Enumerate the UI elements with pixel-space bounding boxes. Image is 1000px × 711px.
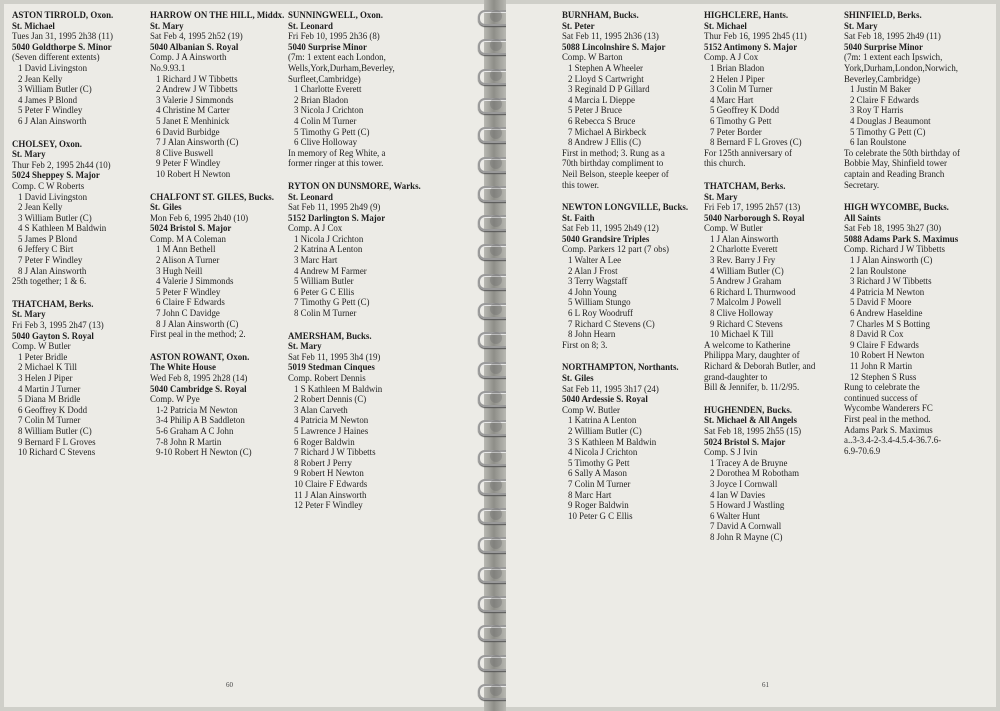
ringer: 1 Walter A Lee bbox=[568, 255, 622, 266]
church-name: St. Leonard bbox=[288, 20, 333, 31]
ringer: 5 Howard J Wastling bbox=[710, 500, 785, 511]
peal-note: Secretary. bbox=[844, 179, 880, 190]
peal-note: a..3-3.4-2-3.4-4.5.4-36.7.6- bbox=[844, 435, 942, 446]
ringer: 7 Charles M S Botting bbox=[850, 318, 930, 329]
peal-note: captain and Reading Branch bbox=[844, 168, 945, 179]
composition: Comp. S J Ivin bbox=[704, 447, 758, 458]
ringer: 10 Peter G C Ellis bbox=[568, 510, 633, 521]
ringer: 6 Rebecca S Bruce bbox=[568, 115, 636, 126]
ringer: 3 William Butler (C) bbox=[18, 212, 92, 223]
composition: Comp. A J Cox bbox=[704, 52, 759, 63]
peal-date: Sat Feb 18, 1995 2h49 (11) bbox=[844, 31, 941, 42]
ringer: 8 Clive Holloway bbox=[710, 308, 774, 319]
ringer: 2 Claire F Edwards bbox=[850, 94, 919, 105]
ringer: 5 Geoffrey K Dodd bbox=[710, 105, 780, 116]
ringer: 6 J Alan Ainsworth bbox=[18, 115, 87, 126]
ringer: 4 Christine M Carter bbox=[156, 105, 230, 116]
ringer: 3 Richard J W Tibbetts bbox=[850, 276, 932, 287]
ringer: 1 Katrina A Lenton bbox=[568, 415, 637, 426]
ringer: 8 Bernard F L Groves (C) bbox=[710, 137, 802, 148]
peal-date: Sat Feb 11, 1995 3h17 (24) bbox=[562, 383, 659, 394]
church-name: St. Mary bbox=[288, 341, 322, 352]
ringer: 4 Douglas J Beaumont bbox=[850, 115, 931, 126]
ringer: 6 Jeffery C Birt bbox=[18, 244, 74, 255]
ringer: 2 Andrew J W Tibbetts bbox=[156, 84, 238, 95]
peal-note: continued success of bbox=[844, 392, 918, 403]
church-name: St. Mary bbox=[12, 309, 46, 320]
composition: Comp. Parkers 12 part (7 obs) bbox=[562, 244, 669, 255]
ringer: 12 Stephen S Russ bbox=[850, 371, 917, 382]
peal-entry bbox=[288, 331, 421, 511]
church-name: St. Michael bbox=[12, 20, 55, 31]
ringer: 5 Timothy G Pett bbox=[568, 457, 630, 468]
ringer: 8 Andrew J Ellis (C) bbox=[568, 137, 641, 148]
ringer: 10 Robert H Newton bbox=[850, 350, 925, 361]
peal-note: First peal in the method; 2. bbox=[150, 329, 246, 340]
ringer: 4 Colin M Turner bbox=[294, 115, 357, 126]
composition: Comp. C W Roberts bbox=[12, 180, 85, 191]
ringer: 8 Colin M Turner bbox=[294, 308, 357, 319]
church-name: St. Michael bbox=[704, 20, 747, 31]
peal-method: 5040 Narborough S. Royal bbox=[704, 212, 805, 223]
ringer: 5 Janet E Menhinick bbox=[156, 115, 230, 126]
peal-entry bbox=[704, 181, 815, 393]
ringer: 6 Clive Holloway bbox=[294, 137, 358, 148]
peal-note: Rung to celebrate the bbox=[844, 382, 920, 393]
tower-name: ASTON ROWANT, Oxon. bbox=[150, 351, 250, 362]
peal-entry bbox=[150, 352, 284, 458]
ringer: 6 David Burbidge bbox=[156, 126, 220, 137]
ringer: 6 Ian Roulstone bbox=[850, 137, 907, 148]
church-name: St. Giles bbox=[562, 373, 594, 383]
ringer: 2 Jean Kelly bbox=[18, 73, 63, 84]
peal-note: 25th together; 1 & 6. bbox=[12, 276, 87, 287]
peal-column bbox=[704, 10, 815, 555]
ringer: 8 William Butler (C) bbox=[18, 425, 92, 436]
ringer: 9 Roger Baldwin bbox=[568, 500, 629, 511]
ringer: 7 J Alan Ainsworth (C) bbox=[156, 137, 239, 148]
ringer: 9-10 Robert H Newton (C) bbox=[156, 447, 252, 458]
composition: (7m: 1 extent each Ipswich, bbox=[844, 52, 943, 63]
peal-date: Sat Feb 11, 1995 2h36 (13) bbox=[562, 31, 659, 42]
ringer: 8 Robert J Perry bbox=[294, 457, 352, 468]
ringer: 1-2 Patricia M Newton bbox=[156, 404, 238, 415]
peal-note: For 125th anniversary of bbox=[704, 147, 792, 158]
ringer: 9 Peter F Windley bbox=[156, 158, 221, 169]
peal-method: 5019 Stedman Cinques bbox=[288, 362, 375, 373]
ringer: 11 John R Martin bbox=[850, 361, 913, 371]
ringer: 2 Alan J Frost bbox=[568, 265, 618, 276]
ringer: 4 Ian W Davies bbox=[710, 489, 766, 500]
ringer: 6 L Roy Woodruff bbox=[568, 308, 633, 319]
composition: Comp W. Butler bbox=[562, 404, 620, 415]
ringer: 2 Jean Kelly bbox=[18, 202, 63, 213]
ringer: 4 Marcia L Dieppe bbox=[568, 94, 635, 105]
tower-name: THATCHAM, Berks. bbox=[12, 298, 94, 309]
ringer: 3 Alan Carveth bbox=[294, 404, 348, 415]
peal-note: In memory of Reg White, a bbox=[288, 147, 386, 158]
ringer: 8 Clive Buswell bbox=[156, 147, 214, 158]
ringer: 10 Michael K Till bbox=[710, 329, 774, 340]
ringer: 5 William Butler bbox=[294, 276, 354, 287]
church-name: St. Peter bbox=[562, 20, 595, 31]
peal-method: 5040 Gayton S. Royal bbox=[12, 330, 94, 341]
peal-note: Richard & Deborah Butler, and bbox=[704, 361, 816, 371]
peal-note: former ringer at this tower. bbox=[288, 158, 384, 169]
peal-method: 5088 Adams Park S. Maximus bbox=[844, 233, 959, 244]
tower-name: THATCHAM, Berks. bbox=[704, 180, 786, 191]
ringer: 3 Rev. Barry J Fry bbox=[710, 255, 776, 266]
ringer: 10 Richard C Stevens bbox=[18, 447, 96, 458]
peal-date: Sat Feb 11, 1995 2h49 (9) bbox=[288, 202, 381, 213]
ringer: 5 Peter F Windley bbox=[156, 286, 221, 297]
tower-name: HIGHCLERE, Hants. bbox=[704, 10, 789, 20]
peal-date: Fri Feb 10, 1995 2h36 (8) bbox=[288, 31, 380, 42]
tower-name: HUGHENDEN, Bucks. bbox=[704, 404, 793, 415]
ringer: 3 William Butler (C) bbox=[18, 84, 92, 95]
peal-note: this church. bbox=[704, 158, 746, 169]
ringer: 2 Lloyd S Cartwright bbox=[568, 73, 644, 84]
ringer: 1 Justin M Baker bbox=[850, 84, 911, 95]
ringer: 8 Marc Hart bbox=[568, 489, 612, 500]
composition-detail: Surfleet,Cambridge) bbox=[288, 73, 361, 84]
ringer: 6 Roger Baldwin bbox=[294, 436, 355, 447]
church-name: St. Faith bbox=[562, 212, 595, 223]
ringer: 5-6 Graham A C John bbox=[156, 425, 234, 436]
composition-detail: Wells,York,Durham,Beverley, bbox=[288, 62, 395, 73]
ringer: 3 Helen J Piper bbox=[18, 373, 73, 383]
peal-entry bbox=[288, 181, 421, 319]
peal-date: Fri Feb 3, 1995 2h47 (13) bbox=[12, 320, 104, 331]
church-name: St. Mary bbox=[12, 149, 46, 160]
peal-entry bbox=[12, 10, 113, 127]
peal-note: Bobbie May, Shinfield tower bbox=[844, 158, 947, 169]
ringer: 2 Michael K Till bbox=[18, 362, 77, 373]
ringer: 4 Nicola J Crichton bbox=[568, 447, 638, 458]
ringer: 3 Marc Hart bbox=[294, 255, 338, 266]
church-name: St. Mary bbox=[844, 20, 878, 31]
ringer: 7-8 John R Martin bbox=[156, 436, 222, 447]
peal-note: Bill & Jennifer, b. 11/2/95. bbox=[704, 382, 800, 393]
tower-name: AMERSHAM, Bucks. bbox=[288, 330, 372, 341]
ringer: 1 Nicola J Crichton bbox=[294, 233, 364, 244]
peal-note: 70th birthday compliment to bbox=[562, 158, 664, 169]
peal-note: Philippa Mary, daughter of bbox=[704, 350, 800, 361]
peal-date: Tues Jan 31, 1995 2h38 (11) bbox=[12, 31, 113, 42]
tower-name: NEWTON LONGVILLE, Bucks. bbox=[562, 202, 689, 213]
tower-name: SHINFIELD, Berks. bbox=[844, 10, 922, 20]
peal-date: Mon Feb 6, 1995 2h40 (10) bbox=[150, 212, 249, 223]
ringer: 2 Helen J Piper bbox=[710, 73, 765, 84]
ringer: 1 Tracey A de Bruyne bbox=[710, 457, 788, 468]
page-number: 61 bbox=[762, 681, 769, 689]
peal-date: Sat Feb 18, 1995 2h55 (15) bbox=[704, 425, 802, 436]
ringer: 7 Colin M Turner bbox=[568, 478, 631, 489]
ringer: 10 Robert H Newton bbox=[156, 168, 231, 179]
ringer: 8 John R Mayne (C) bbox=[710, 531, 783, 542]
peal-date: Wed Feb 8, 1995 2h28 (14) bbox=[150, 373, 248, 383]
ringer: 1 J Alan Ainsworth (C) bbox=[850, 255, 933, 266]
peal-entry bbox=[562, 362, 688, 521]
peal-method: 5152 Antimony S. Major bbox=[704, 41, 798, 52]
ringer: 3 Nicola J Crichton bbox=[294, 105, 364, 116]
composition-detail: Beverley,Cambridge) bbox=[844, 73, 921, 84]
ringer: 7 John C Davidge bbox=[156, 308, 220, 319]
ringer: 4 William Butler (C) bbox=[710, 265, 784, 276]
ringer: 8 David R Cox bbox=[850, 329, 904, 340]
peal-method: 5040 Albanian S. Royal bbox=[150, 41, 239, 52]
peal-note: A welcome to Katherine bbox=[704, 339, 791, 350]
church-name: St. Giles bbox=[150, 202, 182, 213]
peal-method: 5040 Cambridge S. Royal bbox=[150, 383, 247, 394]
peal-column bbox=[288, 10, 421, 523]
peal-note: grand-daughter to bbox=[704, 371, 768, 382]
composition: Comp. M A Coleman bbox=[150, 233, 226, 244]
peal-entry bbox=[150, 192, 284, 340]
composition: Comp. Richard J W Tibbetts bbox=[844, 244, 946, 255]
peal-date: Thur Feb 2, 1995 2h44 (10) bbox=[12, 159, 111, 170]
ringer: 8 J Alan Ainsworth bbox=[18, 265, 87, 276]
ringer: 9 Claire F Edwards bbox=[850, 339, 919, 350]
ringer: 5 Diana M Bridle bbox=[18, 394, 81, 405]
ringer: 1 David Livingston bbox=[18, 62, 88, 73]
composition: (7m: 1 extent each London, bbox=[288, 52, 386, 63]
ringer: 1 David Livingston bbox=[18, 191, 88, 202]
ringer: 6 Timothy G Pett bbox=[710, 115, 772, 126]
ringer: 10 Claire F Edwards bbox=[294, 478, 368, 489]
ringer: 7 Malcolm J Powell bbox=[710, 297, 782, 308]
ringer: 8 John Hearn bbox=[568, 329, 616, 340]
tower-name: NORTHAMPTON, Northants. bbox=[562, 362, 679, 373]
composition: (Seven different extents) bbox=[12, 52, 100, 63]
peal-date: Fri Feb 17, 1995 2h57 (13) bbox=[704, 202, 801, 213]
ringer: 5 Andrew J Graham bbox=[710, 276, 782, 287]
peal-entry bbox=[288, 10, 421, 169]
church-name: St. Leonard bbox=[288, 191, 333, 202]
ringer: 1 J Alan Ainsworth bbox=[710, 233, 779, 244]
peal-date: Sat Feb 11, 1995 2h49 (12) bbox=[562, 223, 659, 234]
peal-entry bbox=[562, 10, 688, 190]
ringer: 4 John Young bbox=[568, 286, 617, 297]
ringer: 5 Lawrence J Haines bbox=[294, 425, 369, 436]
ringer: 3 Colin M Turner bbox=[710, 84, 773, 95]
composition: Comp. Robert Dennis bbox=[288, 373, 366, 383]
ringer: 5 Timothy G Pett (C) bbox=[850, 126, 926, 137]
church-name: St. Mary bbox=[150, 20, 184, 31]
peal-method: 5024 Bristol S. Major bbox=[704, 436, 786, 447]
tower-name: RYTON ON DUNSMORE, Warks. bbox=[288, 180, 421, 191]
ringer: 2 Ian Roulstone bbox=[850, 265, 907, 276]
ringer: 11 J Alan Ainsworth bbox=[294, 489, 367, 500]
ringer: 9 Richard C Stevens bbox=[710, 318, 783, 329]
tower-name: HIGH WYCOMBE, Bucks. bbox=[844, 202, 949, 213]
tower-name: BURNHAM, Bucks. bbox=[562, 10, 639, 20]
ringer: 5 Peter J Bruce bbox=[568, 105, 622, 116]
ringer: 2 Katrina A Lenton bbox=[294, 244, 363, 255]
peal-column bbox=[12, 10, 113, 470]
peal-note: Adams Park S. Maximus bbox=[844, 424, 933, 435]
tower-name: CHOLSEY, Oxon. bbox=[12, 138, 82, 149]
peal-entry bbox=[12, 299, 113, 458]
peal-entry bbox=[704, 405, 815, 543]
peal-method: 5040 Surprise Minor bbox=[844, 41, 923, 52]
ringer: 2 Alison A Turner bbox=[156, 255, 220, 266]
ringer: 1 Richard J W Tibbetts bbox=[156, 73, 238, 84]
church-name: St. Michael & All Angels bbox=[704, 415, 797, 426]
ringer: 5 Timothy G Pett (C) bbox=[294, 126, 370, 137]
ringer: 3 Joyce I Cornwall bbox=[710, 478, 778, 489]
peal-note: First peal in the method. bbox=[844, 413, 931, 424]
peal-entry bbox=[12, 139, 113, 287]
peal-method: 5088 Lincolnshire S. Major bbox=[562, 41, 666, 52]
composition: Comp. W Butler bbox=[704, 223, 763, 234]
ringer: 9 Bernard F L Groves bbox=[18, 436, 96, 447]
composition: Comp. W Barton bbox=[562, 52, 623, 63]
peal-note: First on 8; 3. bbox=[562, 339, 608, 350]
ringer: 1 Brian Bladon bbox=[710, 62, 765, 73]
peal-date: Sat Feb 11, 1995 3h4 (19) bbox=[288, 351, 381, 362]
ringer: 7 Timothy G Pett (C) bbox=[294, 297, 370, 308]
ringer: 6 Walter Hunt bbox=[710, 510, 760, 521]
ringer: 6 Geoffrey K Dodd bbox=[18, 404, 88, 415]
ringer: 3-4 Philip A B Saddleton bbox=[156, 415, 245, 426]
peal-column bbox=[150, 10, 284, 470]
peal-method: 5040 Surprise Minor bbox=[288, 41, 367, 52]
ringer: 3 Terry Wagstaff bbox=[568, 276, 628, 287]
ringer: 3 Roy T Harris bbox=[850, 105, 904, 116]
ringer: 7 Peter Border bbox=[710, 126, 762, 137]
ringer: 6 Peter G C Ellis bbox=[294, 286, 355, 297]
peal-date: Thur Feb 16, 1995 2h45 (11) bbox=[704, 31, 807, 42]
peal-entry bbox=[562, 202, 688, 350]
composition-ref: No.9.93.1 bbox=[150, 62, 186, 73]
peal-note: 6.9-70.6.9 bbox=[844, 445, 881, 456]
ringer: 7 Colin M Turner bbox=[18, 415, 81, 426]
ringer: 2 Brian Bladon bbox=[294, 94, 349, 105]
right-page bbox=[506, 4, 996, 707]
tower-name: CHALFONT ST. GILES, Bucks. bbox=[150, 191, 274, 202]
ringer: 6 Sally A Mason bbox=[568, 468, 627, 479]
ringer: 4 Martin J Turner bbox=[18, 383, 81, 394]
ringer: 1 Charlotte Everett bbox=[294, 84, 362, 95]
ringer: 6 Claire F Edwards bbox=[156, 297, 225, 308]
ringer: 2 Robert Dennis (C) bbox=[294, 394, 367, 405]
ringer: 7 Michael A Birkbeck bbox=[568, 126, 647, 137]
peal-note: this tower. bbox=[562, 179, 599, 190]
tower-name: SUNNINGWELL, Oxon. bbox=[288, 10, 383, 20]
ringer: 4 Marc Hart bbox=[710, 94, 754, 105]
ringer: 7 Peter F Windley bbox=[18, 255, 83, 266]
ringer: 3 Reginald D P Gillard bbox=[568, 84, 650, 95]
peal-entry bbox=[150, 10, 284, 180]
peal-method: 5040 Goldthorpe S. Minor bbox=[12, 41, 112, 52]
ringer: 1 Peter Bridle bbox=[18, 351, 68, 362]
ringer: 3 S Kathleen M Baldwin bbox=[568, 436, 657, 447]
peal-date: Sat Feb 4, 1995 2h52 (19) bbox=[150, 31, 243, 42]
ringer: 1 M Ann Bethell bbox=[156, 244, 216, 255]
left-page bbox=[4, 4, 484, 707]
ringer: 6 Andrew Haseldine bbox=[850, 308, 923, 319]
peal-column bbox=[562, 10, 688, 533]
peal-date: Sat Feb 18, 1995 3h27 (30) bbox=[844, 223, 942, 234]
peal-note: Neil Belson, steeple keeper of bbox=[562, 168, 669, 179]
ringer: 4 Patricia M Newton bbox=[850, 286, 925, 297]
composition-detail: York,Durham,London,Norwich, bbox=[844, 62, 958, 73]
peal-method: 5152 Darlington S. Major bbox=[288, 212, 386, 223]
church-name: The White House bbox=[150, 362, 216, 373]
ringer: 5 David F Moore bbox=[850, 297, 912, 308]
ringer: 8 J Alan Ainsworth (C) bbox=[156, 318, 239, 329]
ringer: 6 Richard L Thurnwood bbox=[710, 286, 796, 297]
peal-note: First in method; 3. Rung as a bbox=[562, 147, 665, 158]
ringer: 5 James P Blond bbox=[18, 233, 78, 244]
ringer: 2 Dorothea M Robotham bbox=[710, 468, 799, 479]
ringer: 12 Peter F Windley bbox=[294, 500, 363, 511]
ringer: 7 Richard J W Tibbetts bbox=[294, 447, 376, 458]
peal-entry bbox=[844, 202, 960, 456]
composition: Comp. W Pye bbox=[150, 394, 200, 405]
ringer: 4 S Kathleen M Baldwin bbox=[18, 223, 107, 234]
ringer: 4 James P Blond bbox=[18, 94, 78, 105]
ringer: 5 Peter F Windley bbox=[18, 105, 83, 116]
ringer: 2 William Butler (C) bbox=[568, 425, 642, 436]
tower-name: HARROW ON THE HILL, Middx. bbox=[150, 10, 285, 20]
ringer: 7 David A Cornwall bbox=[710, 521, 782, 532]
church-name: St. Mary bbox=[704, 191, 738, 202]
ringer: 3 Hugh Neill bbox=[156, 265, 203, 276]
ringer: 2 Charlotte Everett bbox=[710, 244, 778, 255]
ringer: 1 S Kathleen M Baldwin bbox=[294, 383, 383, 394]
peal-note: To celebrate the 50th birthday of bbox=[844, 147, 960, 158]
peal-method: 5024 Bristol S. Major bbox=[150, 223, 232, 234]
peal-note: Wycombe Wanderers FC bbox=[844, 403, 933, 414]
peal-method: 5040 Grandsire Triples bbox=[562, 233, 650, 244]
ringer: 7 Richard C Stevens (C) bbox=[568, 318, 655, 329]
composition: Comp. J A Ainsworth bbox=[150, 52, 227, 63]
ringer: 5 William Stungo bbox=[568, 297, 631, 308]
ringer: 3 Valerie J Simmonds bbox=[156, 94, 234, 105]
ringer: 4 Valerie J Simmonds bbox=[156, 276, 234, 287]
church-name: All Saints bbox=[844, 212, 881, 223]
peal-entry bbox=[704, 10, 815, 169]
peal-method: 5024 Sheppey S. Major bbox=[12, 170, 100, 181]
peal-method: 5040 Ardessie S. Royal bbox=[562, 394, 648, 405]
ringer: 4 Patricia M Newton bbox=[294, 415, 369, 426]
peal-entry bbox=[844, 10, 960, 190]
ringer: 4 Andrew M Farmer bbox=[294, 265, 367, 276]
ringer: 1 Stephen A Wheeler bbox=[568, 62, 644, 73]
peal-column bbox=[844, 10, 960, 468]
composition: Comp. A J Cox bbox=[288, 223, 343, 234]
tower-name: ASTON TIRROLD, Oxon. bbox=[12, 10, 114, 20]
ringer: 9 Robert H Newton bbox=[294, 468, 364, 479]
composition: Comp. W Butler bbox=[12, 341, 71, 352]
page-number: 60 bbox=[226, 681, 233, 689]
